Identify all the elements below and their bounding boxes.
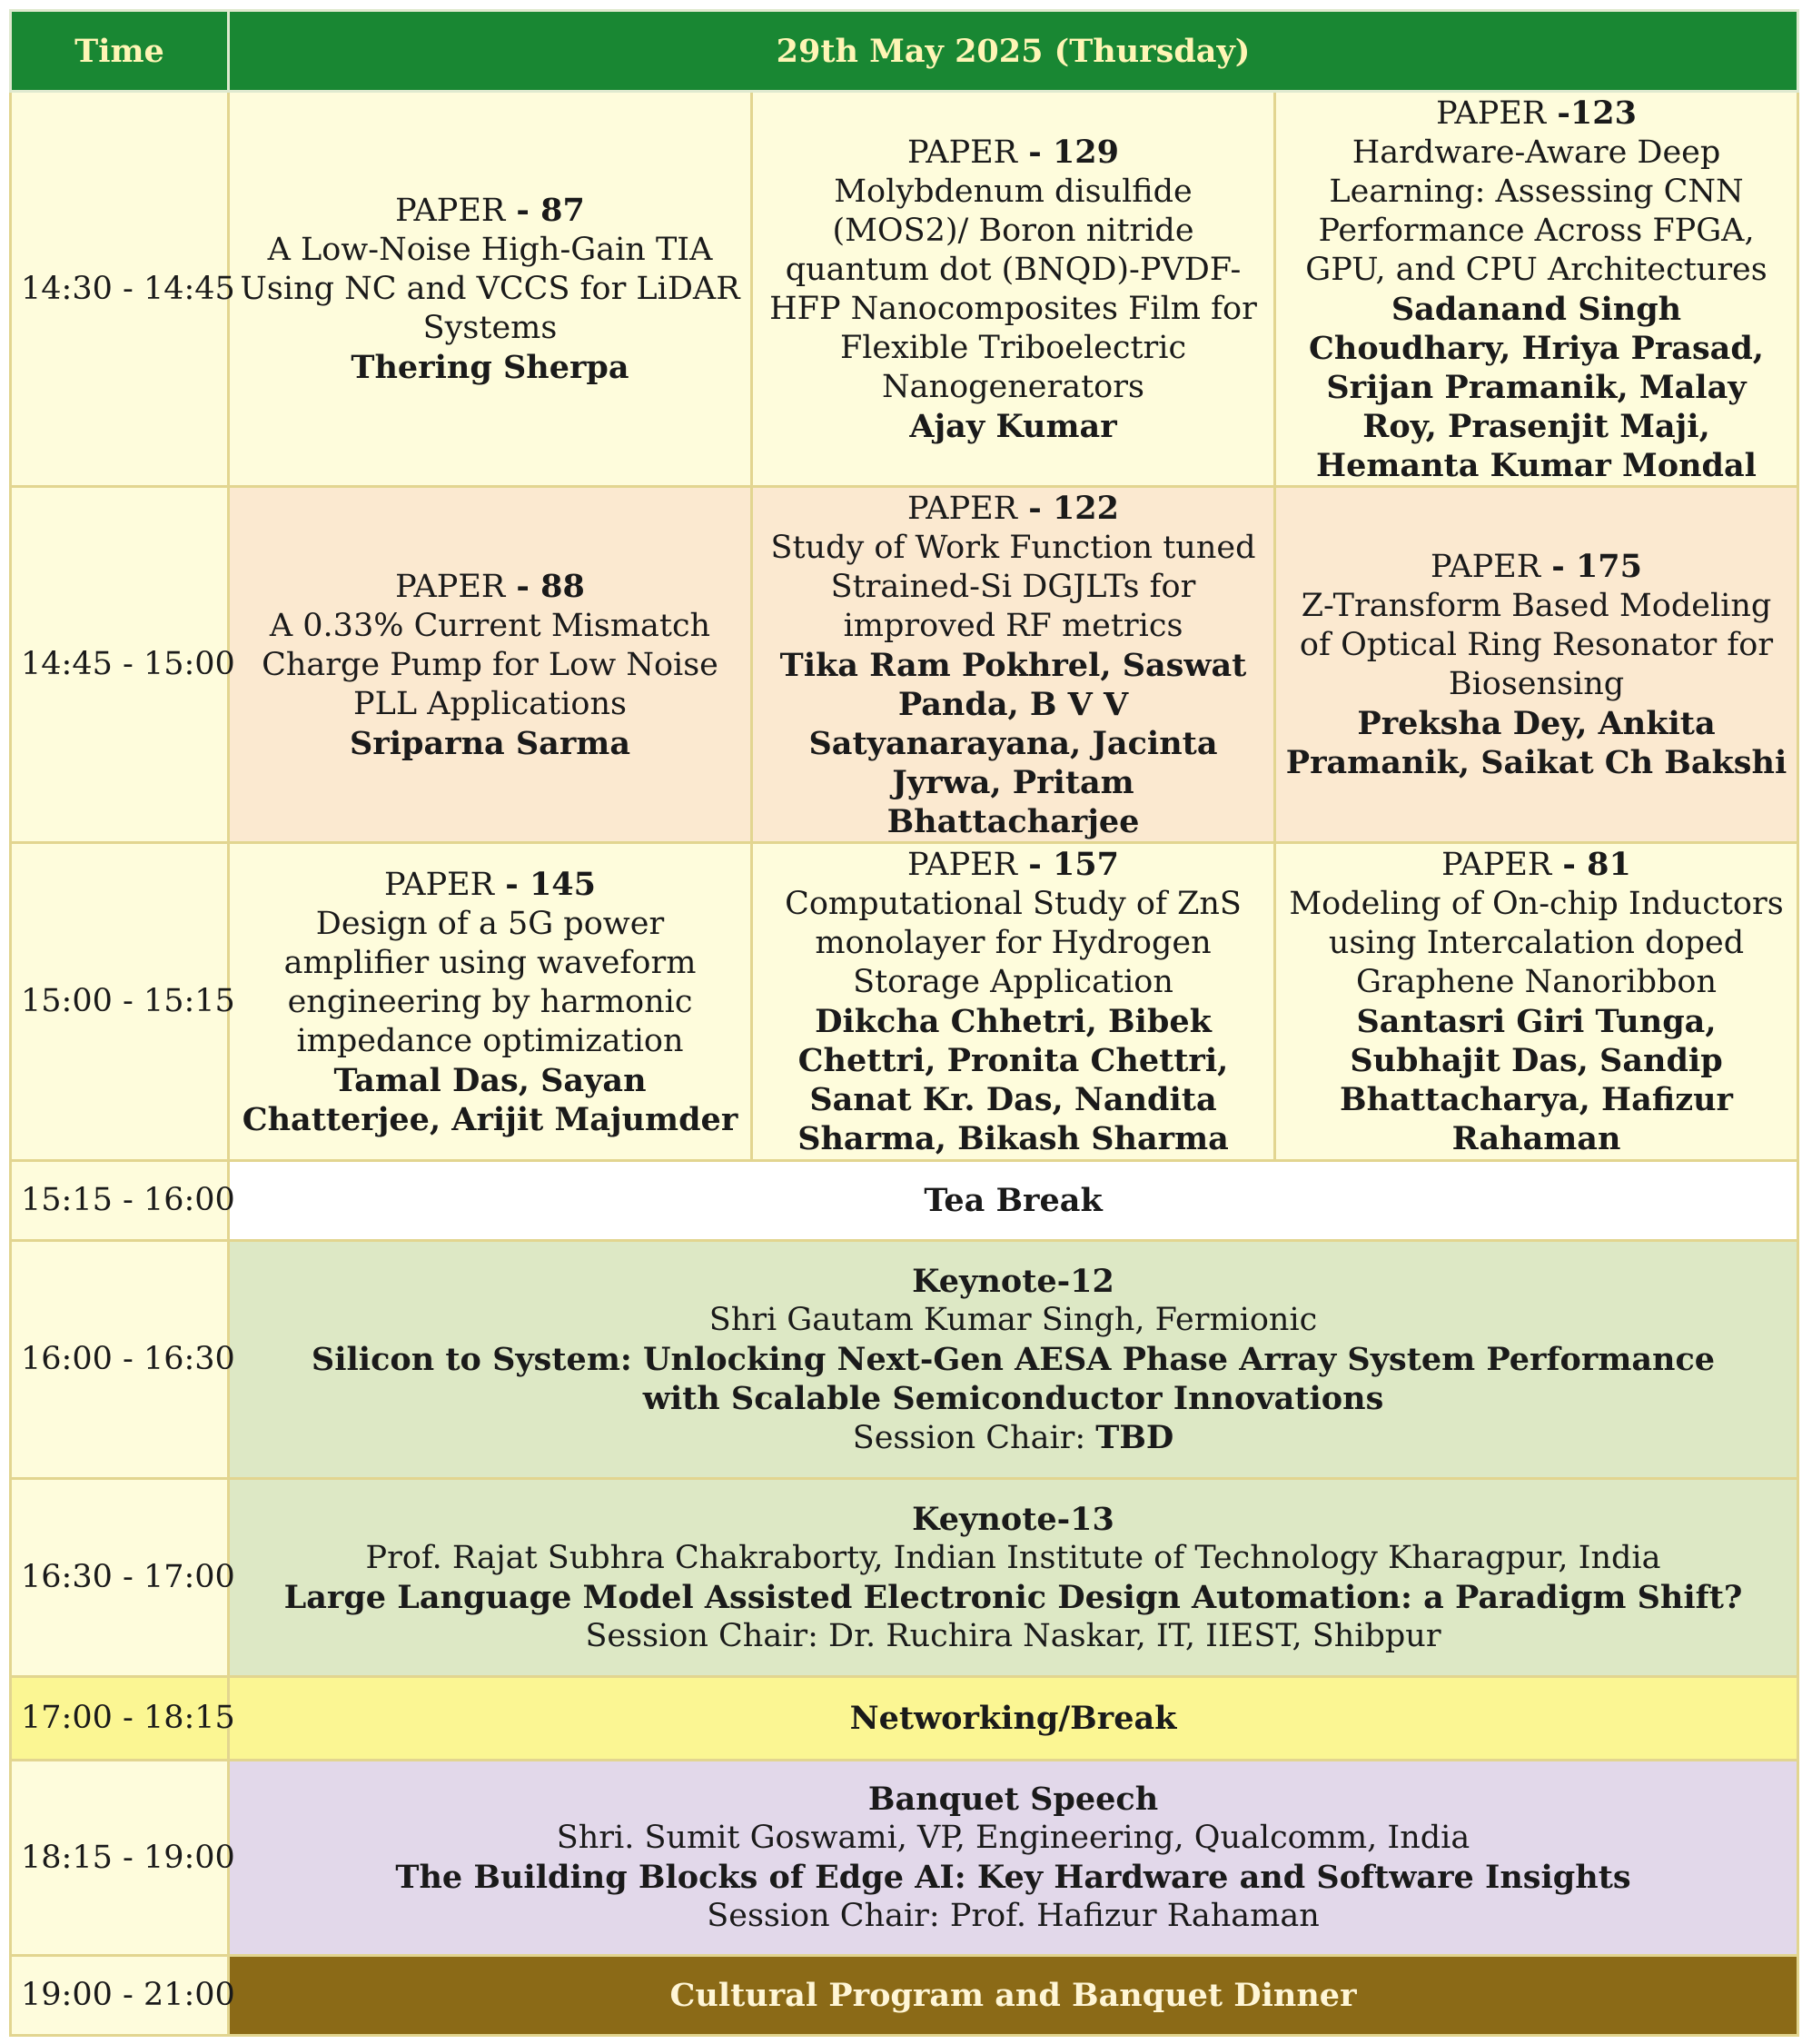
time-slot: 14:45 - 15:00	[11, 487, 229, 843]
schedule-table	[9, 9, 1799, 2037]
dinner-row	[11, 1956, 1798, 2036]
paper-authors: Santasri Giri Tunga, Subhajit Das, Sandip Bhattacharya, Hafizur Rahaman	[1340, 1003, 1733, 1157]
time-slot: 18:15 - 19:00	[11, 1761, 229, 1956]
paper-id: PAPER - 129	[906, 133, 1120, 171]
networking-label: Networking/Break	[229, 1677, 1798, 1761]
networking-row	[11, 1677, 1798, 1761]
paper-id: PAPER -123	[1436, 94, 1637, 132]
time-slot: 14:30 - 14:45	[11, 92, 229, 487]
paper-authors: Sriparna Sarma	[349, 724, 631, 762]
paper-title: Design of a 5G power amplifier using waveform engineering by harmonic impedance optimization	[283, 905, 697, 1059]
paper-title: Modeling of On-chip Inductors using Intercalation doped Graphene Nanoribbon	[1289, 886, 1784, 1000]
paper-cell	[229, 92, 752, 487]
paper-row	[11, 92, 1798, 487]
paper-cell	[229, 487, 752, 843]
keynote-session-chair: Session Chair: TBD	[852, 1418, 1174, 1456]
paper-title: Hardware-Aware Deep Learning: Assessing CNN Performance Across FPGA, GPU, and CPU Architectures	[1305, 134, 1767, 288]
paper-cell	[752, 92, 1275, 487]
paper-authors: Thering Sherpa	[351, 349, 629, 386]
banquet-cell	[229, 1761, 1798, 1956]
paper-title: Z-Transform Based Modeling of Optical Ring Resonator for Biosensing	[1299, 588, 1774, 702]
time-slot: 15:15 - 16:00	[11, 1161, 229, 1241]
banquet-speaker: Shri. Sumit Goswami, VP, Engineering, Qualcomm, India	[556, 1820, 1470, 1856]
tea-break-label: Tea Break	[229, 1161, 1798, 1241]
paper-id: PAPER - 87	[395, 192, 585, 229]
paper-cell	[1275, 843, 1798, 1161]
keynote-session-chair: Session Chair: Dr. Ruchira Naskar, IT, IIEST, Shibpur	[585, 1617, 1441, 1654]
paper-cell	[752, 843, 1275, 1161]
keynote-speaker: Shri Gautam Kumar Singh, Fermionic	[708, 1301, 1318, 1338]
keynote-12-row	[11, 1241, 1798, 1479]
time-slot: 16:30 - 17:00	[11, 1479, 229, 1677]
paper-title: Molybdenum disulfide (MOS2)/ Boron nitride quantum dot (BNQD)-PVDF-HFP Nanocomposites Film for Flexible Triboelectric Nanogenerators	[769, 173, 1257, 405]
time-slot: 15:00 - 15:15	[11, 843, 229, 1161]
paper-authors: Tamal Das, Sayan Chatterjee, Arijit Majumder	[242, 1061, 738, 1138]
time-slot: 19:00 - 21:00	[11, 1956, 229, 2036]
keynote-heading: Keynote-13	[912, 1500, 1114, 1538]
keynote-title: Silicon to System: Unlocking Next-Gen AESA Phase Array System Performance with Scalable Semiconductor Innovations	[311, 1340, 1716, 1417]
paper-authors: Ajay Kumar	[909, 407, 1117, 445]
banquet-title: The Building Blocks of Edge AI: Key Hardware and Software Insights	[395, 1859, 1631, 1896]
keynote-13-cell	[229, 1479, 1798, 1677]
paper-authors: Dikcha Chhetri, Bibek Chettri, Pronita Chettri, Sanat Kr. Das, Nandita Sharma, Bikash Sharma	[797, 1003, 1229, 1157]
tea-break-row	[11, 1161, 1798, 1241]
keynote-12-cell	[229, 1241, 1798, 1479]
paper-id: PAPER - 175	[1430, 548, 1643, 585]
paper-row	[11, 843, 1798, 1161]
paper-title: A 0.33% Current Mismatch Charge Pump for Low Noise PLL Applications	[262, 607, 718, 722]
time-slot: 17:00 - 18:15	[11, 1677, 229, 1761]
banquet-session-chair: Session Chair: Prof. Hafizur Rahaman	[707, 1898, 1320, 1934]
paper-cell	[752, 487, 1275, 843]
paper-id: PAPER - 145	[383, 865, 597, 903]
keynote-title: Large Language Model Assisted Electronic Design Automation: a Paradigm Shift?	[283, 1578, 1743, 1616]
paper-authors: Sadanand Singh Choudhary, Hriya Prasad, Srijan Pramanik, Malay Roy, Prasenjit Maji, Hemanta Kumar Mondal	[1309, 290, 1764, 484]
paper-id: PAPER - 81	[1441, 846, 1631, 883]
paper-cell	[1275, 487, 1798, 843]
paper-cell	[229, 843, 752, 1161]
time-column-header: Time	[11, 11, 229, 92]
paper-title: A Low-Noise High-Gain TIA Using NC and VCCS for LiDAR Systems	[240, 232, 740, 346]
keynote-heading: Keynote-12	[912, 1262, 1114, 1300]
header-row	[11, 11, 1798, 92]
banquet-heading: Banquet Speech	[867, 1781, 1159, 1818]
banquet-row	[11, 1761, 1798, 1956]
paper-id: PAPER - 157	[906, 846, 1120, 883]
date-header: 29th May 2025 (Thursday)	[229, 11, 1798, 92]
paper-id: PAPER - 88	[395, 567, 585, 605]
paper-authors: Tika Ram Pokhrel, Saswat Panda, B V V Satyanarayana, Jacinta Jyrwa, Pritam Bhattacharjee	[779, 646, 1247, 840]
keynote-13-row	[11, 1479, 1798, 1677]
paper-id: PAPER - 122	[906, 489, 1120, 527]
time-slot: 16:00 - 16:30	[11, 1241, 229, 1479]
paper-title: Computational Study of ZnS monolayer for Hydrogen Storage Application	[785, 886, 1242, 1000]
dinner-label: Cultural Program and Banquet Dinner	[229, 1956, 1798, 2036]
paper-title: Study of Work Function tuned Strained-Si DGJLTs for improved RF metrics	[770, 529, 1256, 644]
keynote-speaker: Prof. Rajat Subhra Chakraborty, Indian Institute of Technology Kharagpur, India	[365, 1539, 1661, 1576]
paper-cell	[1275, 92, 1798, 487]
paper-authors: Preksha Dey, Ankita Pramanik, Saikat Ch Bakshi	[1285, 705, 1787, 781]
paper-row	[11, 487, 1798, 843]
